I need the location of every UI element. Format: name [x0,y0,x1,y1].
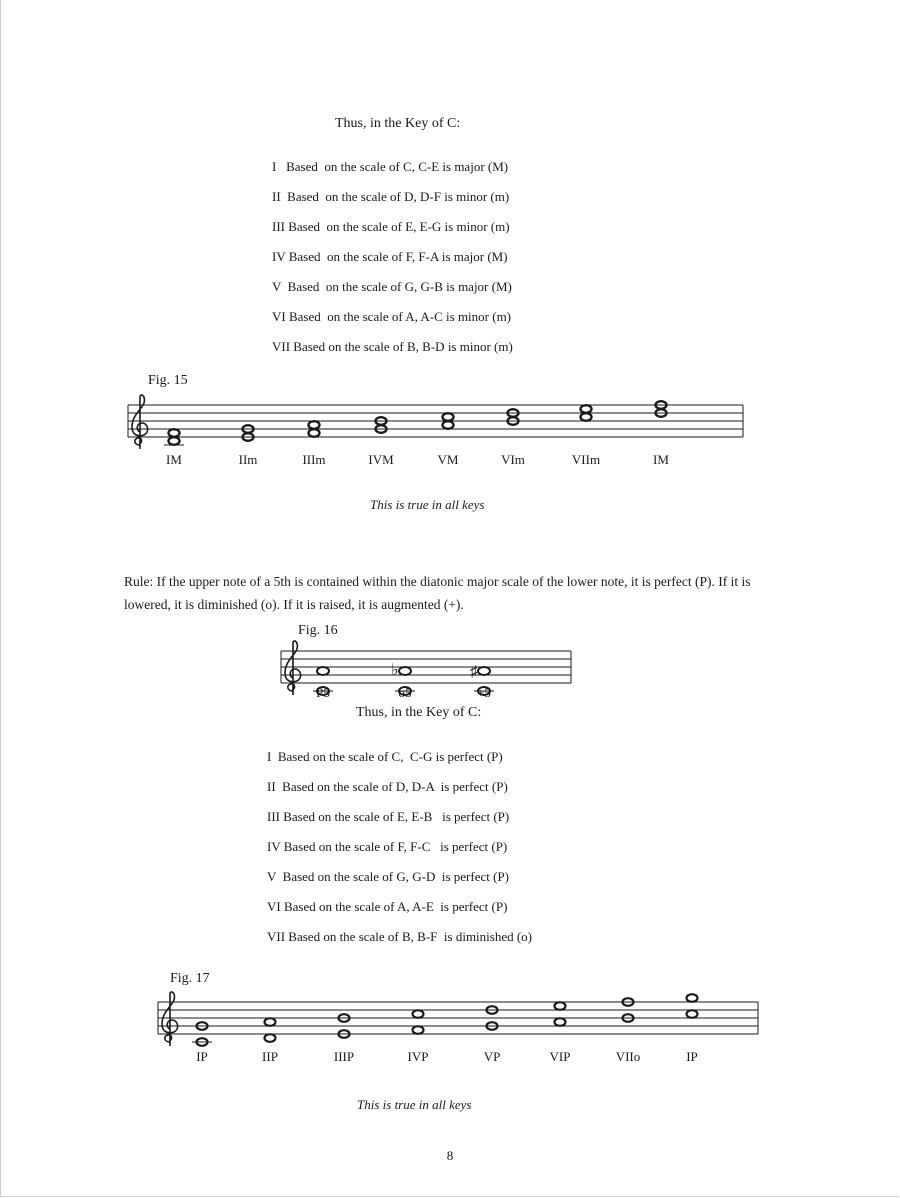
section1-heading: Thus, in the Key of C: [335,116,461,131]
chord-label: VIm [501,452,525,467]
fig15-caption: This is true in all keys [370,497,485,512]
list-item: III Based on the scale of E, E-G is minor (m) [272,219,510,234]
sharp-icon: ♯ [470,664,478,680]
treble-clef-icon [285,641,301,695]
list-item: I Based on the scale of C, C-E is major (M) [272,159,509,174]
list-item: II Based on the scale of D, D-F is minor (m) [272,189,510,204]
rule-text: Rule: If the upper note of a 5th is contained within the diatonic major scale of the lower note, it is perfect (P). If it is lowered, it is diminished (o). If it is raised, it is augmented (+). [124,574,751,612]
fig17-caption: This is true in all keys [357,1097,472,1112]
staff-lines [128,405,743,437]
chord-label: IIIm [302,452,326,467]
list-item: III Based on the scale of E, E-B is perfect (P) [267,809,510,824]
list-item: IV Based on the scale of F, F-A is major (M) [272,249,508,264]
note [413,1026,424,1034]
note [687,994,698,1002]
section2-list [267,742,532,952]
fig17-staff [158,992,763,1077]
interval-label: o5 [398,685,412,700]
section1-list [272,152,513,362]
page-number: 8 [446,1148,454,1163]
treble-clef-icon [162,992,178,1046]
note [478,667,490,675]
note [309,429,320,437]
list-item: VI Based on the scale of A, A-C is minor (m) [272,309,512,324]
interval-label: P5 [316,685,330,700]
fig15-label: Fig. 15 [148,373,188,388]
note [581,405,592,413]
note [317,667,329,675]
chord-label: IVM [368,452,394,467]
interval-label: +5 [477,685,491,700]
chord-label: IM [653,452,669,467]
chord-label: IIIP [333,1049,355,1064]
note [169,429,180,437]
chord-label: VP [483,1049,501,1064]
chord-label: IP [196,1049,208,1064]
note [687,1010,698,1018]
list-item: II Based on the scale of D, D-A is perfect (P) [267,779,508,794]
note [555,1018,566,1026]
note [581,413,592,421]
fig16-labels [316,685,491,700]
note [399,667,411,675]
note [443,421,454,429]
fig15-staff [128,395,748,480]
chord-label: IVP [407,1049,429,1064]
note [555,1002,566,1010]
chord-label: IIP [262,1049,278,1064]
chord-label: VIIo [615,1049,641,1064]
list-item: VII Based on the scale of B, B-D is minor (m) [272,339,513,354]
list-item: IV Based on the scale of F, F-C is perfect (P) [267,839,508,854]
section2-heading: Thus, in the Key of C: [356,705,482,720]
chord-label: VIIm [571,452,601,467]
note [265,1018,276,1026]
list-item: V Based on the scale of G, G-D is perfect (P) [267,869,509,884]
treble-clef-icon [132,395,148,449]
note [443,413,454,421]
note [309,421,320,429]
note [265,1034,276,1042]
list-item: V Based on the scale of G, G-B is major (M) [272,279,512,294]
fig16-label: Fig. 16 [298,623,338,638]
staff-lines [158,1002,758,1034]
chord-label: VIP [549,1049,571,1064]
note [413,1010,424,1018]
fig17-label: Fig. 17 [170,971,210,986]
flat-icon: ♭ [391,662,399,679]
chord-label: IP [686,1049,698,1064]
chord-label: IM [166,452,182,467]
chord-label: VM [437,452,459,467]
list-item: VII Based on the scale of B, B-F is diminished (o) [267,929,533,944]
list-item: I Based on the scale of C, C-G is perfect (P) [267,749,503,764]
note [169,437,180,445]
chord-label: IIm [238,452,258,467]
list-item: VI Based on the scale of A, A-E is perfect (P) [267,899,508,914]
